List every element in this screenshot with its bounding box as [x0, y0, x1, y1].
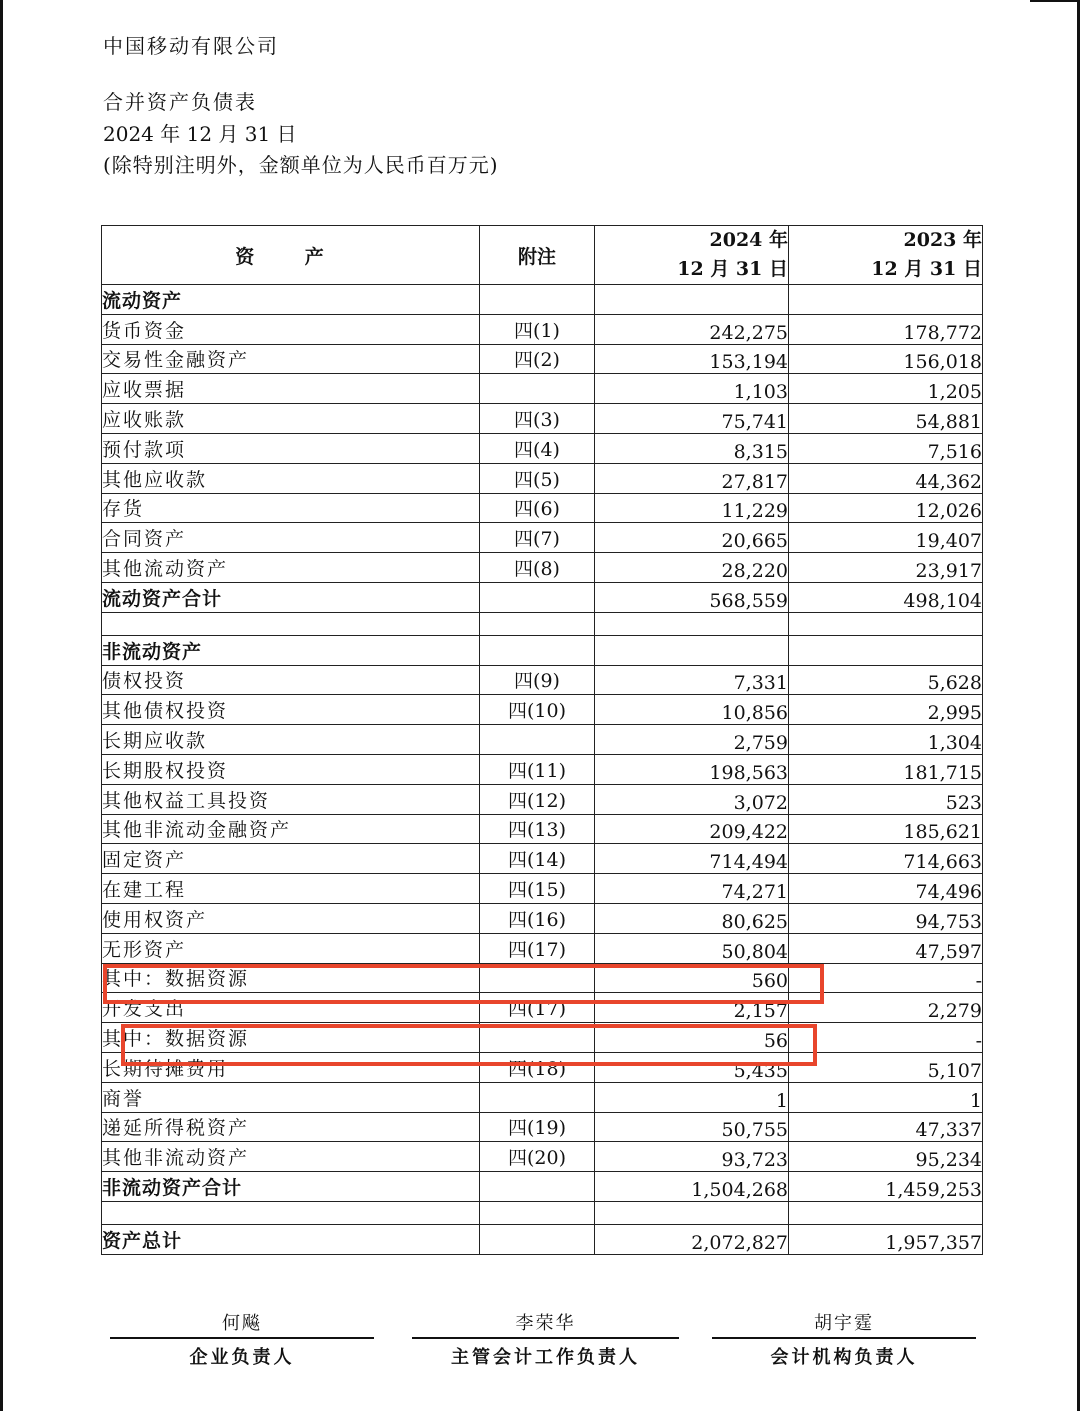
row-label: 非流动资产	[102, 635, 480, 665]
table-body	[102, 285, 983, 1255]
row-value-2023: 498,104	[789, 582, 983, 612]
table-row	[102, 612, 983, 635]
row-value-2024: 75,741	[595, 404, 789, 434]
row-note: 四(19)	[480, 1112, 595, 1142]
table-row	[102, 553, 983, 583]
row-label: 无形资产	[102, 933, 480, 963]
balance-sheet-table	[101, 225, 983, 1255]
row-note: 四(7)	[480, 523, 595, 553]
row-note	[480, 1172, 595, 1202]
row-value-2024: 11,229	[595, 493, 789, 523]
row-label: 长期应收款	[102, 725, 480, 755]
row-value-2023: 94,753	[789, 903, 983, 933]
row-label: 其他非流动资产	[102, 1142, 480, 1172]
row-note	[480, 1224, 595, 1254]
signature-block	[110, 1309, 374, 1369]
table-row	[102, 754, 983, 784]
page-edge-left	[0, 0, 3, 1411]
row-label: 其他非流动金融资产	[102, 814, 480, 844]
row-label: 应收票据	[102, 374, 480, 404]
row-value-2024: 50,755	[595, 1112, 789, 1142]
row-value-2023: 523	[789, 784, 983, 814]
row-label: 其他流动资产	[102, 553, 480, 583]
row-value-2024: 198,563	[595, 754, 789, 784]
row-value-2024: 27,817	[595, 463, 789, 493]
table-row	[102, 374, 983, 404]
statement-title: 合并资产负债表	[103, 90, 257, 114]
row-value-2023: 714,663	[789, 844, 983, 874]
table-row	[102, 814, 983, 844]
table-row	[102, 635, 983, 665]
signatory-name: 胡宇霆	[814, 1313, 874, 1334]
row-value-2023	[789, 612, 983, 635]
table-row	[102, 725, 983, 755]
row-value-2023: 47,337	[789, 1112, 983, 1142]
row-note: 四(17)	[480, 933, 595, 963]
row-label: 非流动资产合计	[102, 1172, 480, 1202]
row-note: 四(16)	[480, 903, 595, 933]
row-value-2024: 1,504,268	[595, 1172, 789, 1202]
row-value-2023: 12,026	[789, 493, 983, 523]
row-label: 商誉	[102, 1082, 480, 1112]
row-note	[480, 725, 595, 755]
row-note: 四(9)	[480, 665, 595, 695]
row-label: 其他债权投资	[102, 695, 480, 725]
signatory-name: 何飚	[222, 1313, 262, 1334]
row-value-2023	[789, 1201, 983, 1224]
row-label: 合同资产	[102, 523, 480, 553]
table-row	[102, 523, 983, 553]
row-label: 存货	[102, 493, 480, 523]
table-row	[102, 314, 983, 344]
header-2024-date: 12 月 31 日	[677, 258, 788, 280]
row-value-2023: 19,407	[789, 523, 983, 553]
signatory-role: 主管会计工作负责人	[451, 1347, 640, 1368]
row-note: 四(20)	[480, 1142, 595, 1172]
header-note: 附注	[480, 226, 595, 285]
row-note: 四(2)	[480, 344, 595, 374]
row-label	[102, 1201, 480, 1224]
row-label: 交易性金融资产	[102, 344, 480, 374]
signatory-name: 李荣华	[515, 1313, 576, 1334]
row-note: 四(8)	[480, 553, 595, 583]
table-row	[102, 784, 983, 814]
table-row	[102, 493, 983, 523]
table-row	[102, 1082, 983, 1112]
row-value-2023: 181,715	[789, 754, 983, 784]
signature-block	[412, 1309, 679, 1369]
table-row	[102, 1112, 983, 1142]
header-assets: 资 产	[102, 226, 480, 285]
row-value-2023	[789, 635, 983, 665]
row-label: 流动资产	[102, 285, 480, 315]
highlight-box-development-data-resources	[121, 1024, 817, 1066]
table-row	[102, 874, 983, 904]
table-row	[102, 1142, 983, 1172]
header-2023-date: 12 月 31 日	[871, 258, 982, 280]
row-label: 长期待摊费用	[102, 1052, 480, 1082]
row-value-2024: 80,625	[595, 903, 789, 933]
row-note	[480, 582, 595, 612]
table-row	[102, 463, 983, 493]
row-value-2023: 1,205	[789, 374, 983, 404]
row-value-2024	[595, 635, 789, 665]
table-row	[102, 344, 983, 374]
row-label: 资产总计	[102, 1224, 480, 1254]
table-row	[102, 933, 983, 963]
row-value-2024: 209,422	[595, 814, 789, 844]
row-value-2024: 93,723	[595, 1142, 789, 1172]
row-note	[480, 1082, 595, 1112]
row-note: 四(18)	[480, 1052, 595, 1082]
row-label: 在建工程	[102, 874, 480, 904]
table-row	[102, 433, 983, 463]
row-note: 四(6)	[480, 493, 595, 523]
signature-block	[712, 1309, 976, 1369]
table-row	[102, 285, 983, 315]
row-note	[480, 635, 595, 665]
row-note: 四(14)	[480, 844, 595, 874]
row-note: 四(3)	[480, 404, 595, 434]
signatory-role: 会计机构负责人	[770, 1347, 918, 1368]
row-value-2024: 20,665	[595, 523, 789, 553]
row-value-2024: 50,804	[595, 933, 789, 963]
row-label: 其中：数据资源	[102, 1023, 480, 1053]
row-value-2023: 1,957,357	[789, 1224, 983, 1254]
row-value-2024: 10,856	[595, 695, 789, 725]
row-label	[102, 612, 480, 635]
row-note: 四(1)	[480, 314, 595, 344]
row-value-2024: 56	[595, 1023, 789, 1053]
row-value-2023: 23,917	[789, 553, 983, 583]
row-value-2024: 1	[595, 1082, 789, 1112]
row-value-2024: 2,072,827	[595, 1224, 789, 1254]
row-value-2023: 95,234	[789, 1142, 983, 1172]
table-row	[102, 844, 983, 874]
row-value-2024: 560	[595, 963, 789, 993]
table-row	[102, 1201, 983, 1224]
row-value-2023: 1,304	[789, 725, 983, 755]
row-note	[480, 285, 595, 315]
row-note: 四(4)	[480, 433, 595, 463]
row-label: 其他应收款	[102, 463, 480, 493]
row-value-2023: 1,459,253	[789, 1172, 983, 1202]
row-value-2024	[595, 285, 789, 315]
table-row	[102, 665, 983, 695]
signatory-role: 企业负责人	[189, 1347, 295, 1368]
row-value-2024: 153,194	[595, 344, 789, 374]
table-header-row	[102, 226, 983, 285]
row-value-2023	[789, 285, 983, 315]
header-2023-year: 2023 年	[903, 229, 982, 251]
row-note	[480, 612, 595, 635]
table-row	[102, 582, 983, 612]
row-label: 预付款项	[102, 433, 480, 463]
row-value-2023: 7,516	[789, 433, 983, 463]
row-value-2023: 156,018	[789, 344, 983, 374]
table-row	[102, 1224, 983, 1254]
row-value-2023: 47,597	[789, 933, 983, 963]
row-value-2023: 44,362	[789, 463, 983, 493]
table-row	[102, 695, 983, 725]
table-row	[102, 1172, 983, 1202]
row-value-2024: 5,435	[595, 1052, 789, 1082]
row-note	[480, 1201, 595, 1224]
row-label: 长期股权投资	[102, 754, 480, 784]
row-value-2024: 7,331	[595, 665, 789, 695]
header-2023	[789, 226, 983, 285]
company-name: 中国移动有限公司	[103, 34, 279, 58]
row-value-2023: 2,279	[789, 993, 983, 1023]
header-2024	[595, 226, 789, 285]
row-value-2024	[595, 612, 789, 635]
row-label: 债权投资	[102, 665, 480, 695]
row-note: 四(10)	[480, 695, 595, 725]
table-row	[102, 404, 983, 434]
row-note: 四(15)	[480, 874, 595, 904]
row-label: 应收账款	[102, 404, 480, 434]
row-value-2023: -	[789, 1023, 983, 1053]
row-value-2024: 2,157	[595, 993, 789, 1023]
row-label: 货币资金	[102, 314, 480, 344]
row-value-2023: 5,107	[789, 1052, 983, 1082]
row-note: 四(12)	[480, 784, 595, 814]
row-value-2024: 74,271	[595, 874, 789, 904]
highlight-box-intangible-data-resources	[103, 964, 824, 1004]
row-value-2023: 185,621	[789, 814, 983, 844]
row-note: 四(5)	[480, 463, 595, 493]
row-value-2024: 1,103	[595, 374, 789, 404]
row-label: 固定资产	[102, 844, 480, 874]
row-label: 递延所得税资产	[102, 1112, 480, 1142]
row-label: 其中：数据资源	[102, 963, 480, 993]
row-value-2023: 2,995	[789, 695, 983, 725]
row-note	[480, 374, 595, 404]
row-value-2024: 568,559	[595, 582, 789, 612]
row-label: 开发支出	[102, 993, 480, 1023]
row-note: 四(11)	[480, 754, 595, 784]
table-row	[102, 903, 983, 933]
statement-date: 2024 年 12 月 31 日	[103, 122, 297, 146]
row-value-2023: 74,496	[789, 874, 983, 904]
row-value-2024: 2,759	[595, 725, 789, 755]
row-value-2023: 178,772	[789, 314, 983, 344]
row-label: 流动资产合计	[102, 582, 480, 612]
row-value-2023: 1	[789, 1082, 983, 1112]
row-label: 其他权益工具投资	[102, 784, 480, 814]
row-label: 使用权资产	[102, 903, 480, 933]
row-value-2023: 54,881	[789, 404, 983, 434]
unit-note: (除特别注明外，金额单位为人民币百万元)	[103, 153, 499, 177]
row-value-2024: 8,315	[595, 433, 789, 463]
row-value-2024: 242,275	[595, 314, 789, 344]
row-value-2024: 3,072	[595, 784, 789, 814]
page-edge-top	[1030, 0, 1080, 2]
row-note: 四(17)	[480, 993, 595, 1023]
row-value-2024: 28,220	[595, 553, 789, 583]
row-value-2024	[595, 1201, 789, 1224]
header-2024-year: 2024 年	[709, 229, 788, 251]
row-value-2024: 714,494	[595, 844, 789, 874]
row-value-2023: 5,628	[789, 665, 983, 695]
row-note: 四(13)	[480, 814, 595, 844]
row-value-2023: -	[789, 963, 983, 993]
